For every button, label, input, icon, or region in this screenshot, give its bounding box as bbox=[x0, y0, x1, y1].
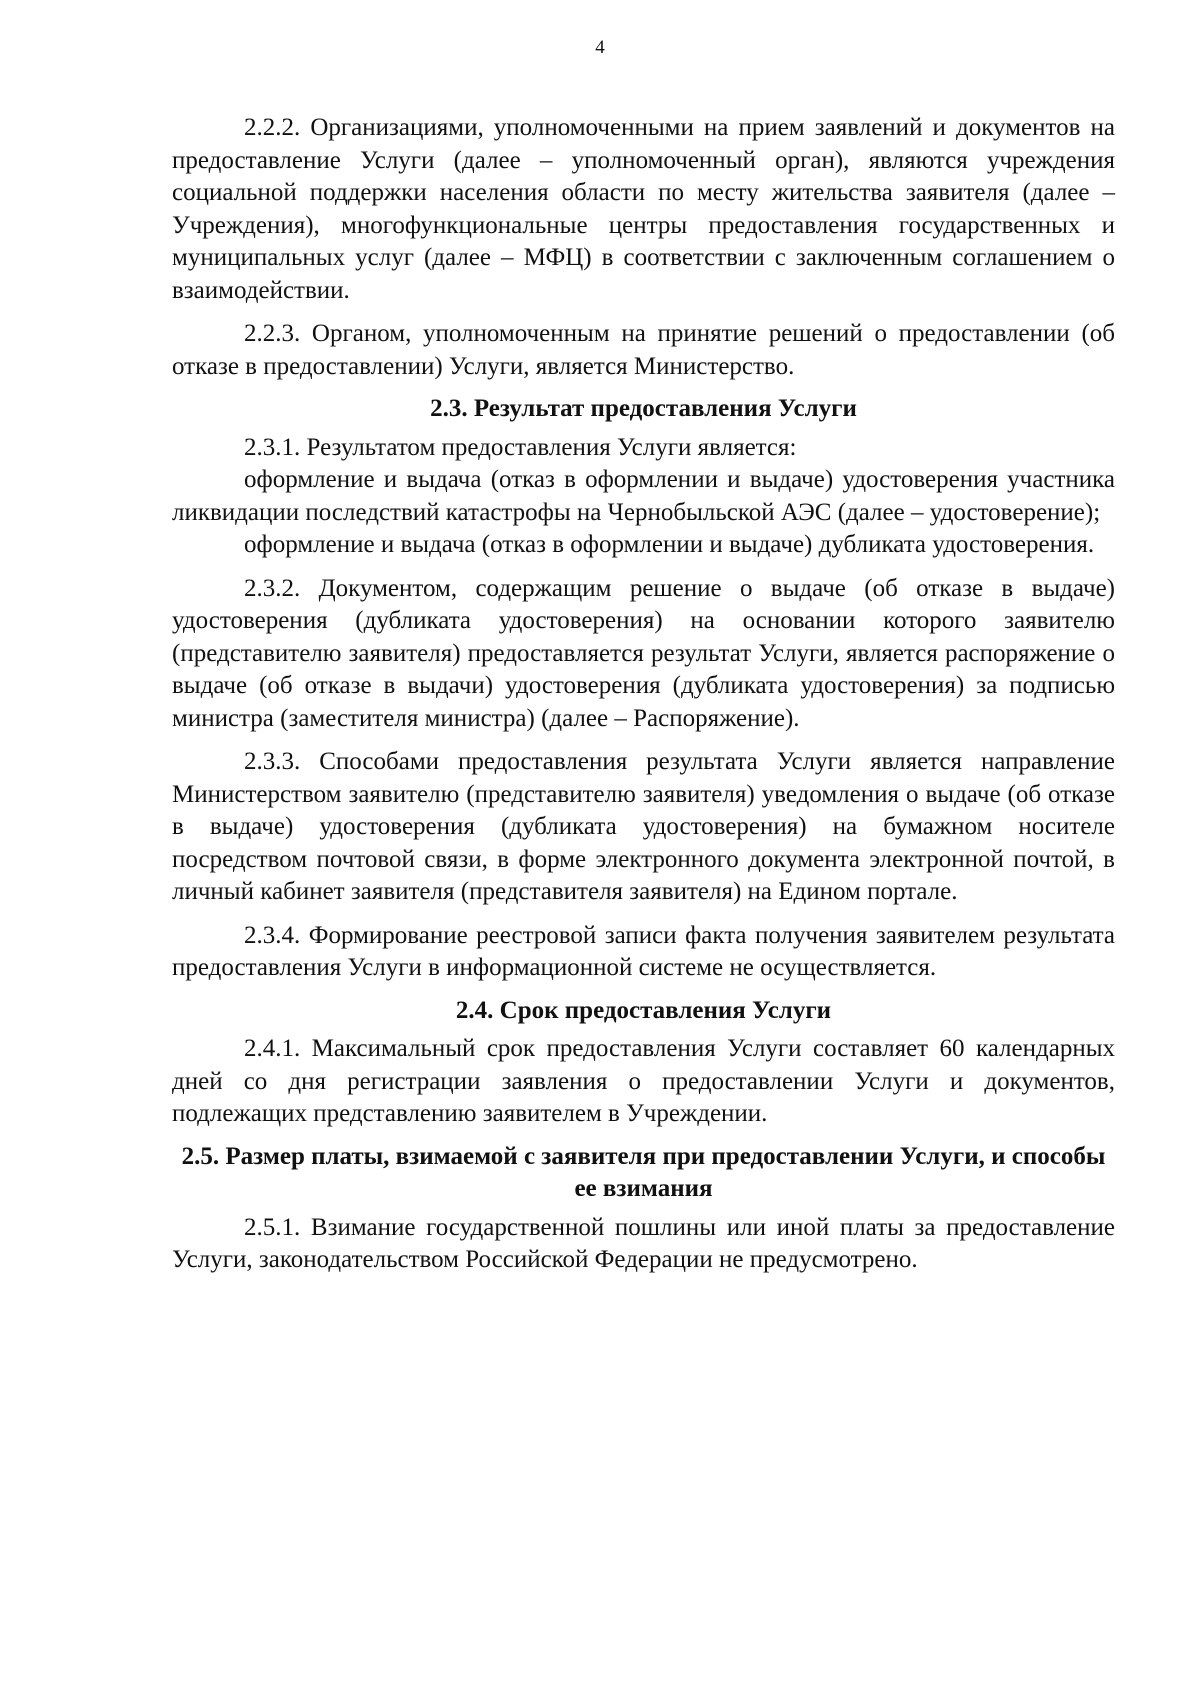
section-heading-2-4: 2.4. Срок предоставления Услуги bbox=[455, 996, 832, 1024]
paragraph-2-2-2: 2.2.2. Организациями, уполномоченными на прием заявлений и документов на предоставление Услуги (далее – уполномоченный орган), являются учреждения социальной поддержки населения области по месту жительства заявителя (далее – Учреждения), многофункциональные центры предоставления государственных и муниципальных услуг (далее – МФЦ) в соответствии с заключенным соглашением о взаимодействии. bbox=[172, 114, 1115, 304]
paragraph-2-3-2: 2.3.2. Документом, содержащим решение о выдаче (об отказе в выдаче) удостоверения (дубликата удостоверения) на основании которого заявителю (представителю заявителя) предоставляется результат Услуги, является распоряжение о выдаче (об отказе в выдачи) удостоверения (дубликата удостоверения) за подписью министра (заместителя министра) (далее – Распоряжение). bbox=[172, 574, 1115, 732]
paragraph-2-3-3: 2.3.3. Способами предоставления результата Услуги является направление Министерством заявителю (представителю заявителя) уведомления о выдаче (об отказе в выдаче) удостоверения (дубликата удостоверения) на бумажном носителе посредством почтовой связи, в форме электронного документа электронной почтой, в личный кабинет заявителя (представителя заявителя) на Едином портале. bbox=[172, 748, 1115, 905]
paragraph-2-3-4: 2.3.4. Формирование реестровой записи факта получения заявителем результата предоставления Услуги в информационной системе не осуществляется. bbox=[172, 921, 1115, 981]
section-heading-2-5: 2.5. Размер платы, взимаемой с заявителя при предоставлении Услуги, и способы ее взимания bbox=[181, 1142, 1106, 1202]
paragraph-2-3-1-item-certificate: оформление и выдача (отказ в оформлении и выдаче) удостоверения участника ликвидации последствий катастрофы на Чернобыльской АЭС (далее – удостоверение); bbox=[172, 466, 1115, 526]
paragraph-2-3-1: 2.3.1. Результатом предоставления Услуги является: bbox=[244, 433, 797, 461]
paragraph-2-4-1: 2.4.1. Максимальный срок предоставления Услуги составляет 60 календарных дней со дня регистрации заявления о предоставлении Услуги и документов, подлежащих представлению заявителем в Учреждении. bbox=[172, 1035, 1115, 1127]
paragraph-2-2-3: 2.2.3. Органом, уполномоченным на принятие решений о предоставлении (об отказе в предоставлении) Услуги, является Министерство. bbox=[172, 320, 1115, 380]
paragraph-2-3-1-item-duplicate: оформление и выдача (отказ в оформлении и выдаче) дубликата удостоверения. bbox=[244, 531, 1095, 558]
section-heading-2-3: 2.3. Результат предоставления Услуги bbox=[430, 395, 857, 422]
document-body bbox=[172, 112, 1115, 1277]
paragraph-2-5-1: 2.5.1. Взимание государственной пошлины или иной платы за предоставление Услуги, законодательством Российской Федерации не предусмотрено. bbox=[172, 1213, 1115, 1273]
page-number: 4 bbox=[595, 37, 605, 58]
